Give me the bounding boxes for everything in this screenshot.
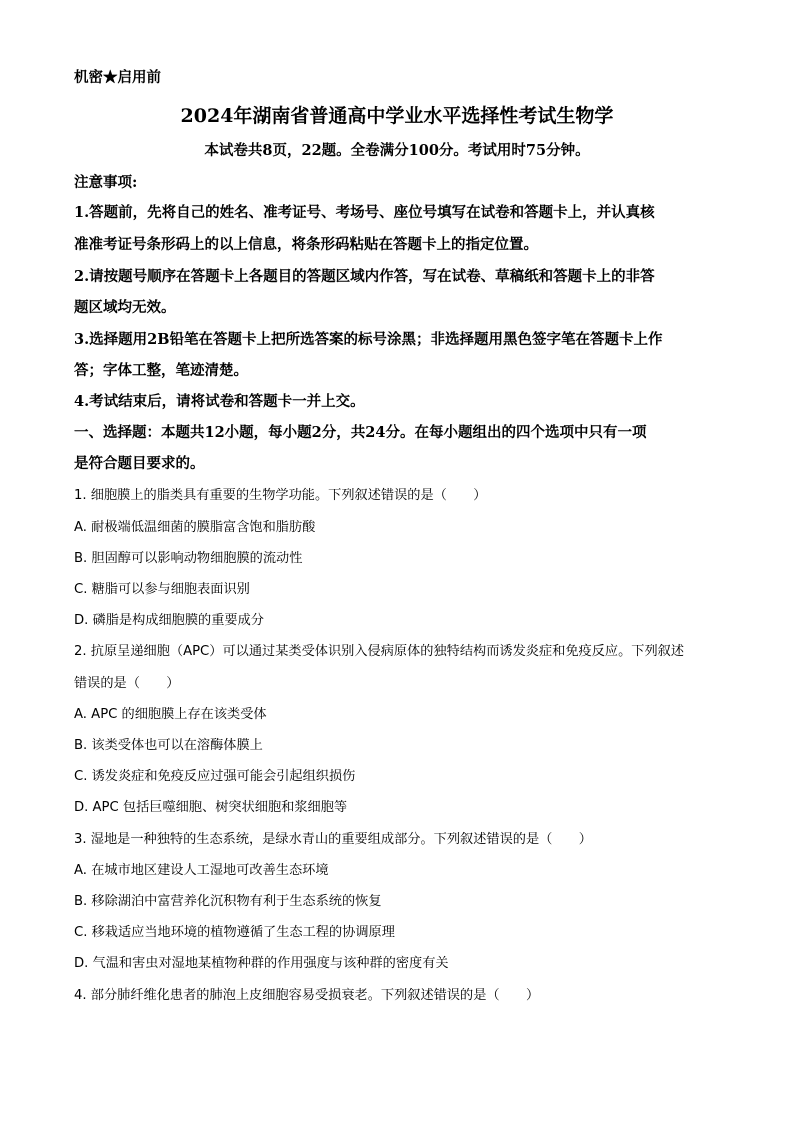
q2-stem-line-2: 错误的是（ ） <box>74 676 180 691</box>
notice-line-5: 3.选择题用2B铅笔在答题卡上把所选答案的标号涂黑；非选择题用黑色签字笔在答题卡上作 <box>74 331 663 348</box>
q2-option-b: B. 该类受体也可以在溶酶体膜上 <box>74 738 263 753</box>
notice-line-7: 4.考试结束后，请将试卷和答题卡一并上交。 <box>74 393 365 410</box>
q2-stem-line-1: 2. 抗原呈递细胞（APC）可以通过某类受体识别入侵病原体的独特结构而诱发炎症和免疫反应。下列叙述 <box>74 644 685 659</box>
notice-line-3: 2.请按题号顺序在答题卡上各题目的答题区域内作答，写在试卷、草稿纸和答题卡上的非答 <box>74 268 655 285</box>
exam-subtitle: 本试卷共8页，22题。全卷满分100分。考试用时75分钟。 <box>204 142 590 159</box>
exam-title: 2024年湖南省普通高中学业水平选择性考试生物学 <box>180 105 614 127</box>
notice-line-4: 题区域均无效。 <box>74 299 176 316</box>
q3-option-d: D. 气温和害虫对湿地某植物种群的作用强度与该种群的密度有关 <box>74 956 449 971</box>
q3-option-a: A. 在城市地区建设人工湿地可改善生态环境 <box>74 863 329 878</box>
q1-stem: 1. 细胞膜上的脂类具有重要的生物学功能。下列叙述错误的是（ ） <box>74 488 487 503</box>
q1-option-c: C. 糖脂可以参与细胞表面识别 <box>74 582 250 597</box>
q2-option-c: C. 诱发炎症和免疫反应过强可能会引起组织损伤 <box>74 769 356 784</box>
q3-stem: 3. 湿地是一种独特的生态系统，是绿水青山的重要组成部分。下列叙述错误的是（ ） <box>74 832 592 847</box>
q4-stem: 4. 部分肺纤维化患者的肺泡上皮细胞容易受损衰老。下列叙述错误的是（ ） <box>74 988 540 1003</box>
q1-option-a: A. 耐极端低温细菌的膜脂富含饱和脂肪酸 <box>74 520 316 535</box>
q3-option-b: B. 移除湖泊中富营养化沉积物有利于生态系统的恢复 <box>74 894 382 909</box>
q2-option-a: A. APC 的细胞膜上存在该类受体 <box>74 707 267 722</box>
section-heading-line-2: 是符合题目要求的。 <box>74 455 205 472</box>
q3-option-c: C. 移栽适应当地环境的植物遵循了生态工程的协调原理 <box>74 925 395 940</box>
q1-option-d: D. 磷脂是构成细胞膜的重要成分 <box>74 613 264 628</box>
notice-line-6: 答；字体工整，笔迹清楚。 <box>74 362 248 379</box>
secret-mark: 机密★启用前 <box>74 69 161 86</box>
q1-option-b: B. 胆固醇可以影响动物细胞膜的流动性 <box>74 551 303 566</box>
q2-option-d: D. APC 包括巨噬细胞、树突状细胞和浆细胞等 <box>74 800 348 815</box>
notice-line-1: 1.答题前，先将自己的姓名、准考证号、考场号、座位号填写在试卷和答题卡上，并认真核 <box>74 204 655 221</box>
notice-heading: 注意事项: <box>74 174 138 191</box>
section-heading-line-1: 一、选择题：本题共12小题，每小题2分，共24分。在每小题组出的四个选项中只有一项 <box>74 424 647 441</box>
notice-line-2: 准准考证号条形码上的以上信息，将条形码粘贴在答题卡上的指定位置。 <box>74 236 538 253</box>
